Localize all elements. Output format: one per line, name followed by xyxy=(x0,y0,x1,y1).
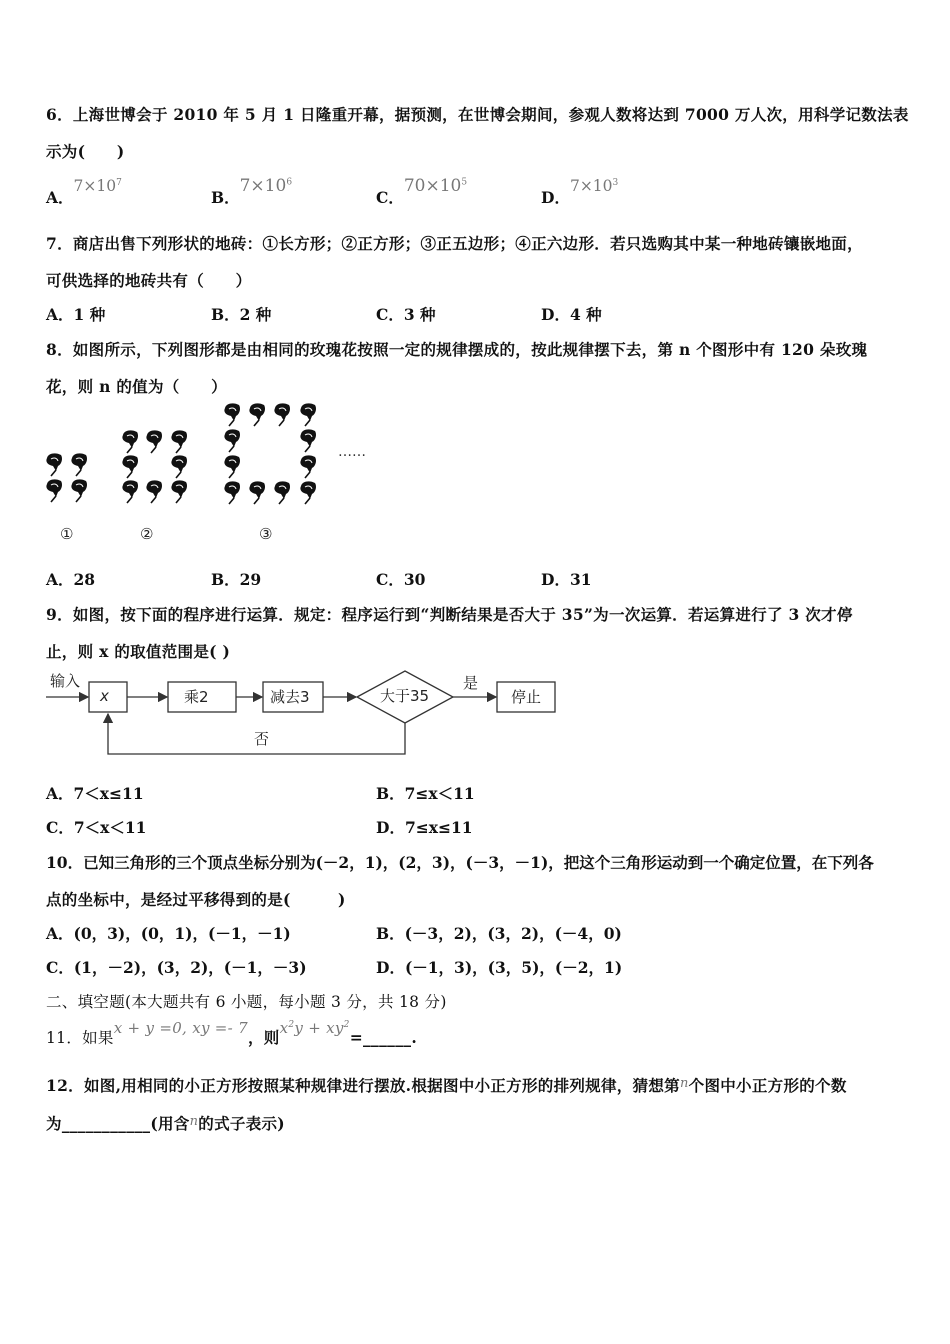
q9-option-a[interactable]: A．7＜x≤11 xyxy=(46,784,144,803)
q8-stem-line1: 8．如图所示，下列图形都是由相同的玫瑰花按照一定的规律摆成的，按此规律摆下去，第 n 个图形中有 120 朵玫瑰 xyxy=(46,340,868,359)
q8-rose-figure xyxy=(40,400,390,550)
q8-option-d[interactable]: D．31 xyxy=(541,570,592,589)
q10-stem-line2: 点的坐标中，是经过平移得到的是( ) xyxy=(46,890,346,909)
q9-option-c[interactable]: C．7＜x＜11 xyxy=(46,818,147,837)
flow-subtract-text: 减去3 xyxy=(270,688,310,706)
flow-stop-text: 停止 xyxy=(511,688,542,706)
q11-condition: x + y =0, xy =- 7 xyxy=(113,1019,248,1037)
section-2-heading: 二、填空题(本大题共有 6 小题，每小题 3 分，共 18 分) xyxy=(46,993,447,1011)
q8-pattern-1 xyxy=(46,453,87,502)
q10-option-b[interactable]: B．(－3，2)，(3，2)，(－4，0) xyxy=(376,924,622,943)
q11-stem: 11．如果x + y =0, xy =- 7，则$x^2y$ + $xy^2=\_\_\_\_\_\_$. xyxy=(46,1019,418,1047)
q9-flowchart xyxy=(44,666,564,766)
q7-option-c[interactable]: C．3 种 xyxy=(376,305,436,324)
flow-x-text: x xyxy=(100,687,109,705)
q8-pattern-2 xyxy=(122,430,187,503)
q7-stem-line2: 可供选择的地砖共有（ ） xyxy=(46,271,252,290)
q6-stem-line2: 示为( ) xyxy=(46,142,125,161)
q12-stem-line2: 为___________(用含$^n$的式子表示) xyxy=(46,1114,285,1133)
q6-option-a[interactable]: A．$7\times 10^7$ xyxy=(46,177,122,207)
q8-label-3: ③ xyxy=(259,525,273,543)
q11-answer-blank[interactable]: ______ xyxy=(363,1028,412,1047)
q9-stem-line1: 9．如图，按下面的程序进行运算．规定：程序运行到“判断结果是否大于 35”为一次运算．若运算进行了 3 次才停 xyxy=(46,605,853,624)
q8-option-b[interactable]: B．29 xyxy=(211,570,262,589)
q6-option-c[interactable]: C．$70\times 10^5$ xyxy=(376,176,468,207)
q6-option-b[interactable]: B．$7\times 10^6$ xyxy=(211,176,293,207)
flow-multiply-text: 乘2 xyxy=(184,688,209,706)
q9-stem-line2: 止，则 x 的取值范围是( ) xyxy=(46,642,231,661)
flow-no-label: 否 xyxy=(254,730,270,748)
q8-label-2: ② xyxy=(140,525,154,543)
flow-yes-label: 是 xyxy=(463,674,479,692)
q8-stem-line2: 花，则 n 的值为（ ） xyxy=(46,377,227,396)
q8-option-a[interactable]: A．28 xyxy=(46,570,96,589)
flow-condition-text: 大于35 xyxy=(380,687,430,705)
q8-ellipsis: …… xyxy=(338,444,366,460)
q6-stem-line1: 6．上海世博会于 2010 年 5 月 1 日隆重开幕，据预测，在世博会期间，参观人数将达到 7000 万人次，用科学记数法表 xyxy=(46,105,909,124)
q7-option-a[interactable]: A．1 种 xyxy=(46,305,106,324)
q10-option-a[interactable]: A．(0，3)，(0，1)，(－1，－1) xyxy=(46,924,291,943)
q10-option-d[interactable]: D．(－1，3)，(3，5)，(－2，1) xyxy=(376,958,623,977)
q10-option-c[interactable]: C．(1，－2)，(3，2)，(－1，－3) xyxy=(46,958,307,977)
q10-stem-line1: 10．已知三角形的三个顶点坐标分别为(－2，1)，(2，3)，(－3，－1)，把这个三角形运动到一个确定位置，在下列各 xyxy=(46,853,874,872)
q12-answer-blank[interactable]: ___________ xyxy=(61,1114,151,1133)
q9-option-d[interactable]: D．7≤x≤11 xyxy=(376,818,473,837)
q7-stem-line1: 7．商店出售下列形状的地砖：①长方形；②正方形；③正五边形；④正六边形．若只选购其中某一种地砖镶嵌地面， xyxy=(46,234,863,253)
q7-option-b[interactable]: B．2 种 xyxy=(211,305,272,324)
q8-option-c[interactable]: C．30 xyxy=(376,570,426,589)
q9-option-b[interactable]: B．7≤x＜11 xyxy=(376,784,475,803)
flow-input-label: 输入 xyxy=(50,672,81,690)
q8-pattern-3 xyxy=(224,403,316,504)
q6-option-d[interactable]: D．$7\times 10^3$ xyxy=(541,177,619,207)
q8-label-1: ① xyxy=(60,525,74,543)
q11-expression: $x^2y + xy^2$ xyxy=(279,1019,350,1037)
q7-option-d[interactable]: D．4 种 xyxy=(541,305,602,324)
q12-stem-line1: 12．如图,用相同的小正方形按照某种规律进行摆放.根据图中小正方形的排列规律，猜想第$^n$个图中小正方形的个数 xyxy=(46,1076,847,1095)
